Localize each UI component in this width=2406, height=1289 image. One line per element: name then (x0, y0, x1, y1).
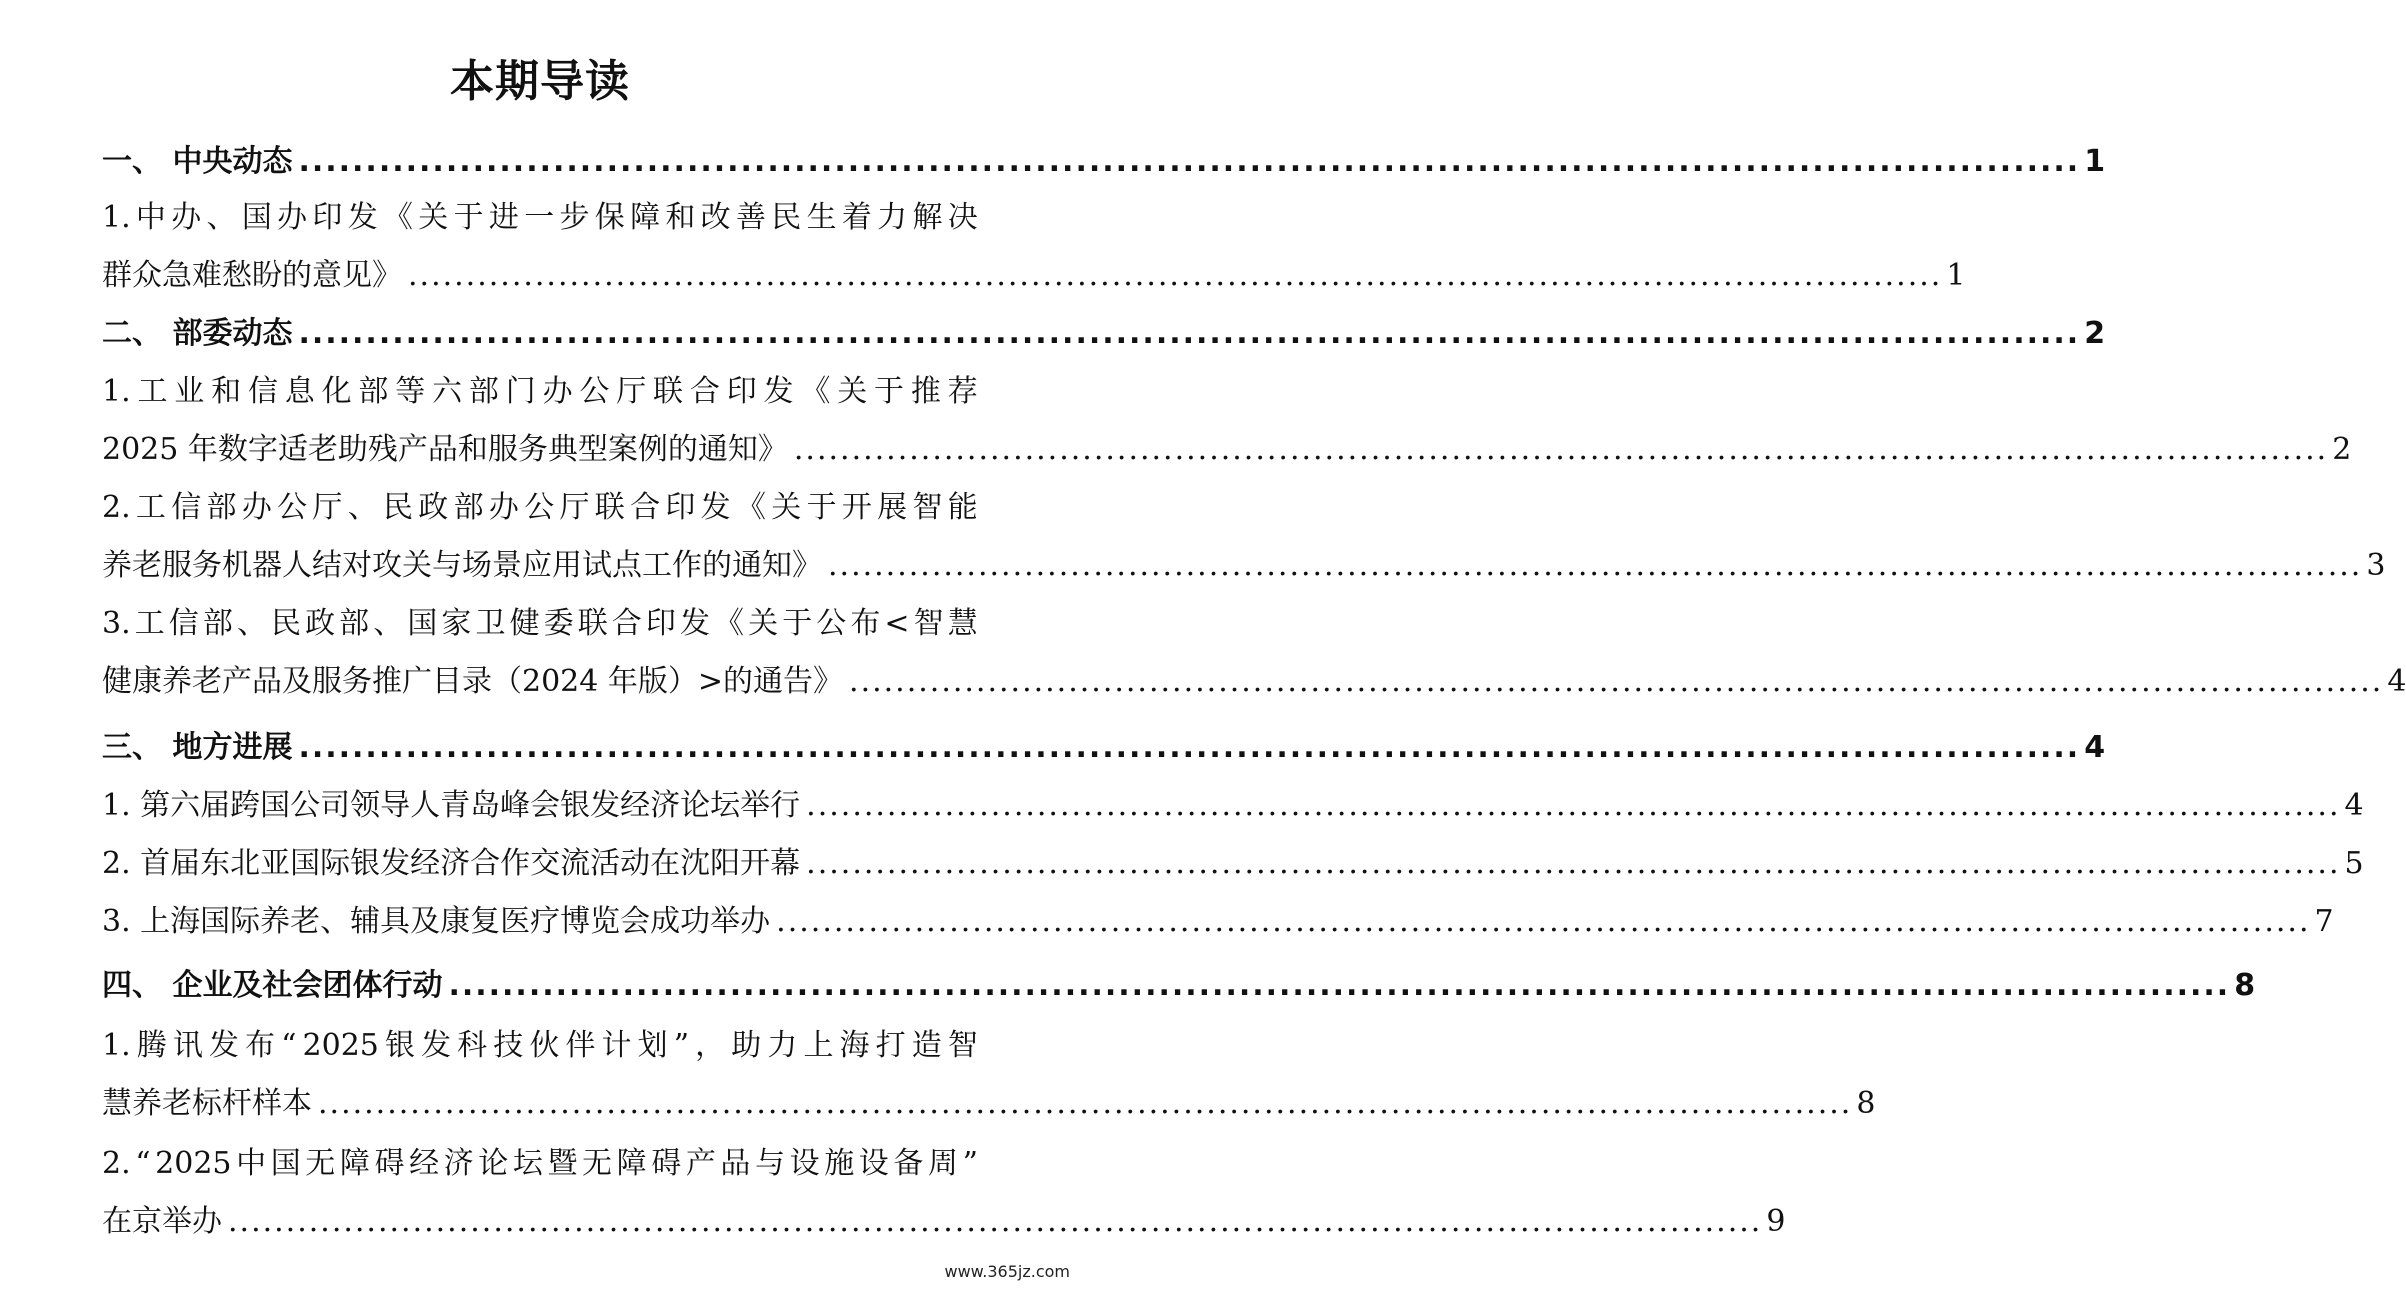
toc-section-3[interactable] (102, 712, 2106, 768)
page-title: 本期导读 (450, 56, 630, 107)
toc-item-1-1-line1[interactable] (102, 182, 978, 238)
toc-page-number: 2 (2332, 432, 2352, 467)
toc-section-label: 三、 地方进展 (102, 730, 293, 765)
leader-dots: ..................................................................................................................................... (806, 788, 2341, 823)
toc-item-3-2[interactable] (102, 828, 2364, 884)
toc-item-2-3-line1[interactable] (102, 588, 978, 644)
toc-item-text: 2. 首届东北亚国际银发经济合作交流活动在沈阳开幕 (102, 846, 801, 881)
toc-page-number: 7 (2314, 904, 2334, 939)
toc-item-3-3[interactable] (102, 886, 2334, 942)
watermark: www.365jz.com (944, 1262, 1070, 1281)
toc-item-text: 1. 中 办 、 国 办 印 发 《 关 于 进 一 步 保 障 和 改 善 民 生 着 力 解 决 (102, 200, 978, 235)
toc-item-4-1-line1[interactable] (102, 1010, 978, 1066)
toc-section-label: 二、 部委动态 (102, 316, 293, 351)
toc-page-number: 1 (1946, 258, 1966, 293)
toc-item-text: 在京举办 (102, 1204, 222, 1239)
toc-item-4-2-line2[interactable] (102, 1186, 1786, 1242)
leader-dots: ..................................................................................................................................... (408, 258, 1943, 293)
toc-page-number: 8 (2234, 968, 2256, 1003)
toc-item-2-1-line2[interactable] (102, 414, 2352, 470)
leader-dots: ..................................................................................................................................... (776, 904, 2311, 939)
toc-page-number: 3 (2366, 548, 2386, 583)
toc-item-text: 1. 第六届跨国公司领导人青岛峰会银发经济论坛举行 (102, 788, 801, 823)
toc-page-number: 8 (1856, 1086, 1876, 1121)
toc-section-label: 四、 企业及社会团体行动 (102, 968, 443, 1003)
toc-item-text: 3. 上海国际养老、辅具及康复医疗博览会成功举办 (102, 904, 771, 939)
toc-item-1-1-line2[interactable] (102, 240, 1966, 296)
toc-item-text: 2. 工 信 部 办 公 厅 、 民 政 部 办 公 厅 联 合 印 发 《 关 于 开 展 智 能 (102, 490, 978, 525)
leader-dots: ..................................................................................................................................... (448, 968, 2231, 1003)
toc-item-2-3-line2[interactable] (102, 646, 2406, 702)
toc-item-2-2-line1[interactable] (102, 472, 978, 528)
toc-section-4[interactable] (102, 950, 2256, 1006)
toc-item-text: 健康养老产品及服务推广目录（2024 年版）>的通告》 (102, 664, 844, 699)
toc-item-text: 2025 年数字适老助残产品和服务典型案例的通知》 (102, 432, 788, 467)
toc-item-4-1-line2[interactable] (102, 1068, 1876, 1124)
leader-dots: ..................................................................................................................................... (828, 548, 2363, 583)
toc-item-text: 慧养老标杆样本 (102, 1086, 312, 1121)
leader-dots: ..................................................................................................................................... (806, 846, 2341, 881)
toc-item-text: 3. 工 信 部 、 民 政 部 、 国 家 卫 健 委 联 合 印 发 《 关 于 公 布 < 智 慧 (102, 606, 978, 641)
leader-dots: ..................................................................................................................................... (793, 432, 2329, 467)
leader-dots: ..................................................................................................................................... (849, 664, 2384, 699)
toc-section-2[interactable] (102, 298, 2106, 354)
leader-dots: ..................................................................................................................................... (298, 316, 2081, 351)
leader-dots: ..................................................................................................................................... (318, 1086, 1853, 1121)
toc-item-text: 养老服务机器人结对攻关与场景应用试点工作的通知》 (102, 548, 822, 583)
toc-item-4-2-line1[interactable] (102, 1128, 978, 1184)
leader-dots: ..................................................................................................................................... (298, 144, 2081, 179)
leader-dots: ..................................................................................................................................... (228, 1204, 1763, 1239)
toc-page-number: 4 (2084, 730, 2106, 765)
toc-item-3-1[interactable] (102, 770, 2364, 826)
toc-item-text: 2. “ 2025 中 国 无 障 碍 经 济 论 坛 暨 无 障 碍 产 品 与 设 施 设 备 周 ” (102, 1146, 978, 1181)
toc-page-number: 4 (2344, 788, 2364, 823)
toc-item-text: 1. 腾 讯 发 布 “ 2025 银 发 科 技 伙 伴 计 划 ” ， 助 力 上 海 打 造 智 (102, 1028, 978, 1063)
toc-section-label: 一、 中央动态 (102, 144, 293, 179)
toc-page-number: 4 (2387, 664, 2406, 699)
toc-item-2-2-line2[interactable] (102, 530, 2386, 586)
toc-item-text: 1. 工 业 和 信 息 化 部 等 六 部 门 办 公 厅 联 合 印 发 《 关 于 推 荐 (102, 374, 978, 409)
toc-item-text: 群众急难愁盼的意见》 (102, 258, 402, 293)
toc-page-number: 2 (2084, 316, 2106, 351)
toc-page-number: 9 (1766, 1204, 1786, 1239)
toc-section-1[interactable] (102, 126, 2106, 182)
toc-page-number: 5 (2344, 846, 2364, 881)
toc-page-number: 1 (2084, 144, 2106, 179)
leader-dots: ..................................................................................................................................... (298, 730, 2081, 765)
toc-item-2-1-line1[interactable] (102, 356, 978, 412)
